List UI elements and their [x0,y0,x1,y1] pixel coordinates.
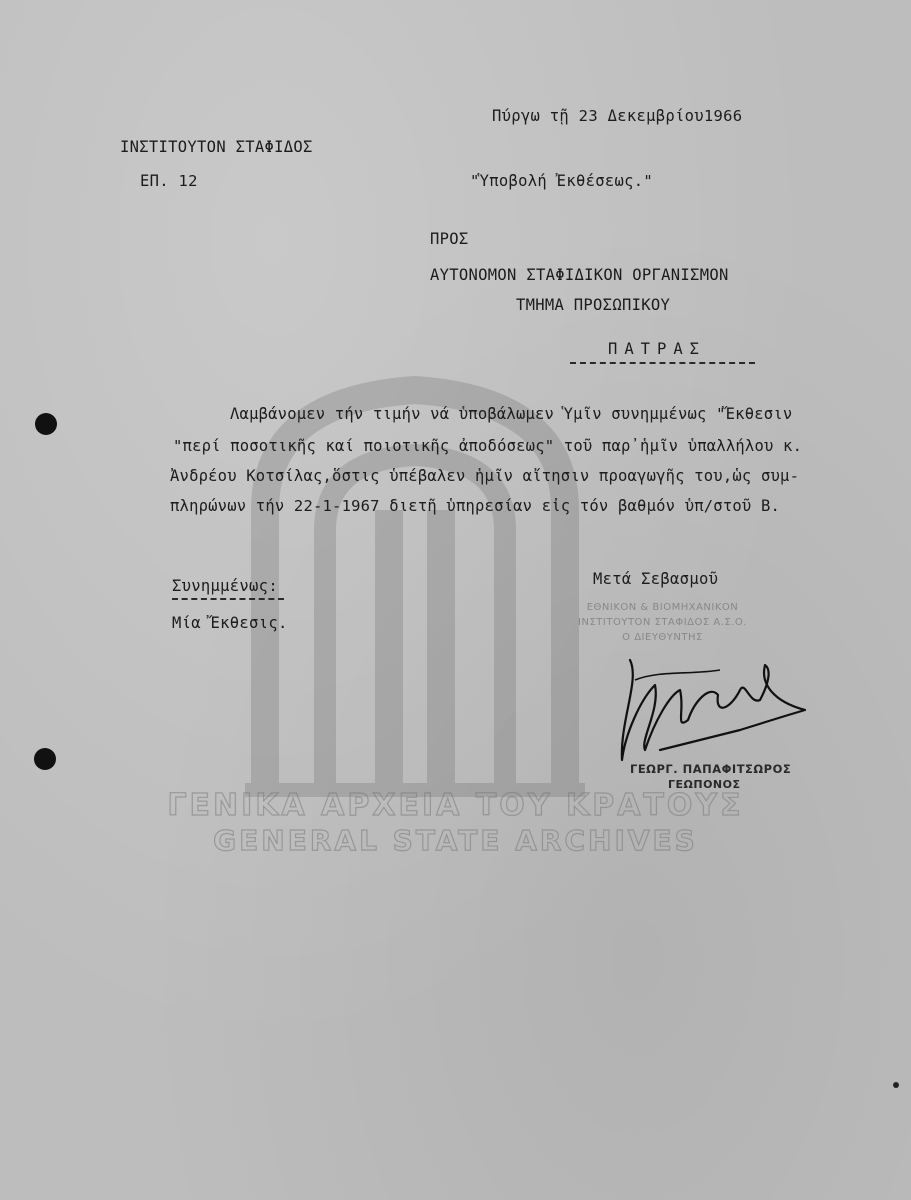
body-line: "περί ποσοτικῆς καί ποιοτικῆς ἀποδόσεως" τοῦ παρ᾽ἡμῖν ὑπαλλήλου κ. [173,437,803,455]
institution-stamp [555,600,770,645]
signer-title: ΓΕΩΠΟΝΟΣ [668,778,741,791]
signer-name: ΓΕΩΡΓ. ΠΑΠΑΦΙΤΣΩΡΟΣ [630,762,792,776]
watermark-greek-text: ΓΕΝΙΚΑ ΑΡΧΕΙΑ ΤΟΥ ΚΡΑΤΟΥΣ [167,788,744,823]
place-and-date: Πύργω τῇ 23 Δεκεμβρίου1966 [492,107,743,125]
recipient-department: ΤΜΗΜΑ ΠΡΟΣΩΠΙΚΟΥ [516,296,671,314]
city-underline [570,362,755,364]
body-line: πληρώνων τήν 22-1-1967 διετῆ ὑπηρεσίαν εἰς τόν βαθμόν ὑπ/στοῦ Β. [170,497,781,515]
stamp-line: Ο ΔΙΕΥΘΥΝΤΗΣ [622,632,703,643]
closing-salutation: Μετά Σεβασμοῦ [593,570,719,588]
enclosure-item: Μία Ἔκθεσις. [172,614,288,632]
enclosure-underline [172,598,284,600]
stamp-line: ΙΝΣΤΙΤΟΥΤΟΝ ΣΤΑΦΙΔΟΣ Α.Σ.Ο. [578,617,747,628]
subject-line: "Ὑποβολή Ἐκθέσεως." [470,172,654,190]
reference-number: ΕΠ. 12 [140,172,198,190]
sender-institution: ΙΝΣΤΙΤΟΥΤΟΝ ΣΤΑΦΙΔΟΣ [120,138,313,156]
enclosure-label: Συνημμένως: [172,577,278,595]
body-line: Λαμβάνομεν τήν τιμήν νά ὑποβάλωμεν Ὑμῖν συνημμένως "Ἔκθεσιν [230,405,793,423]
punch-hole [34,748,56,770]
handwritten-signature [600,640,820,780]
watermark-english-text: GENERAL STATE ARCHIVES [213,824,698,857]
body-line: Ἀνδρέου Κοτσίλας,ὅστις ὑπέβαλεν ἡμῖν αἴτησιν προαγωγῆς του,ὡς συμ- [170,467,800,485]
recipient-organization: ΑΥΤΟΝΟΜΟΝ ΣΤΑΦΙΔΙΚΟΝ ΟΡΓΑΝΙΣΜΟΝ [430,266,729,284]
punch-hole [35,413,57,435]
paper-speck [893,1082,899,1088]
stamp-line: ΕΘΝΙΚΟΝ & ΒΙΟΜΗΧΑΝΙΚΟΝ [586,602,739,613]
to-label: ΠΡΟΣ [430,230,469,248]
recipient-city: ΠΑΤΡΑΣ [608,340,706,358]
